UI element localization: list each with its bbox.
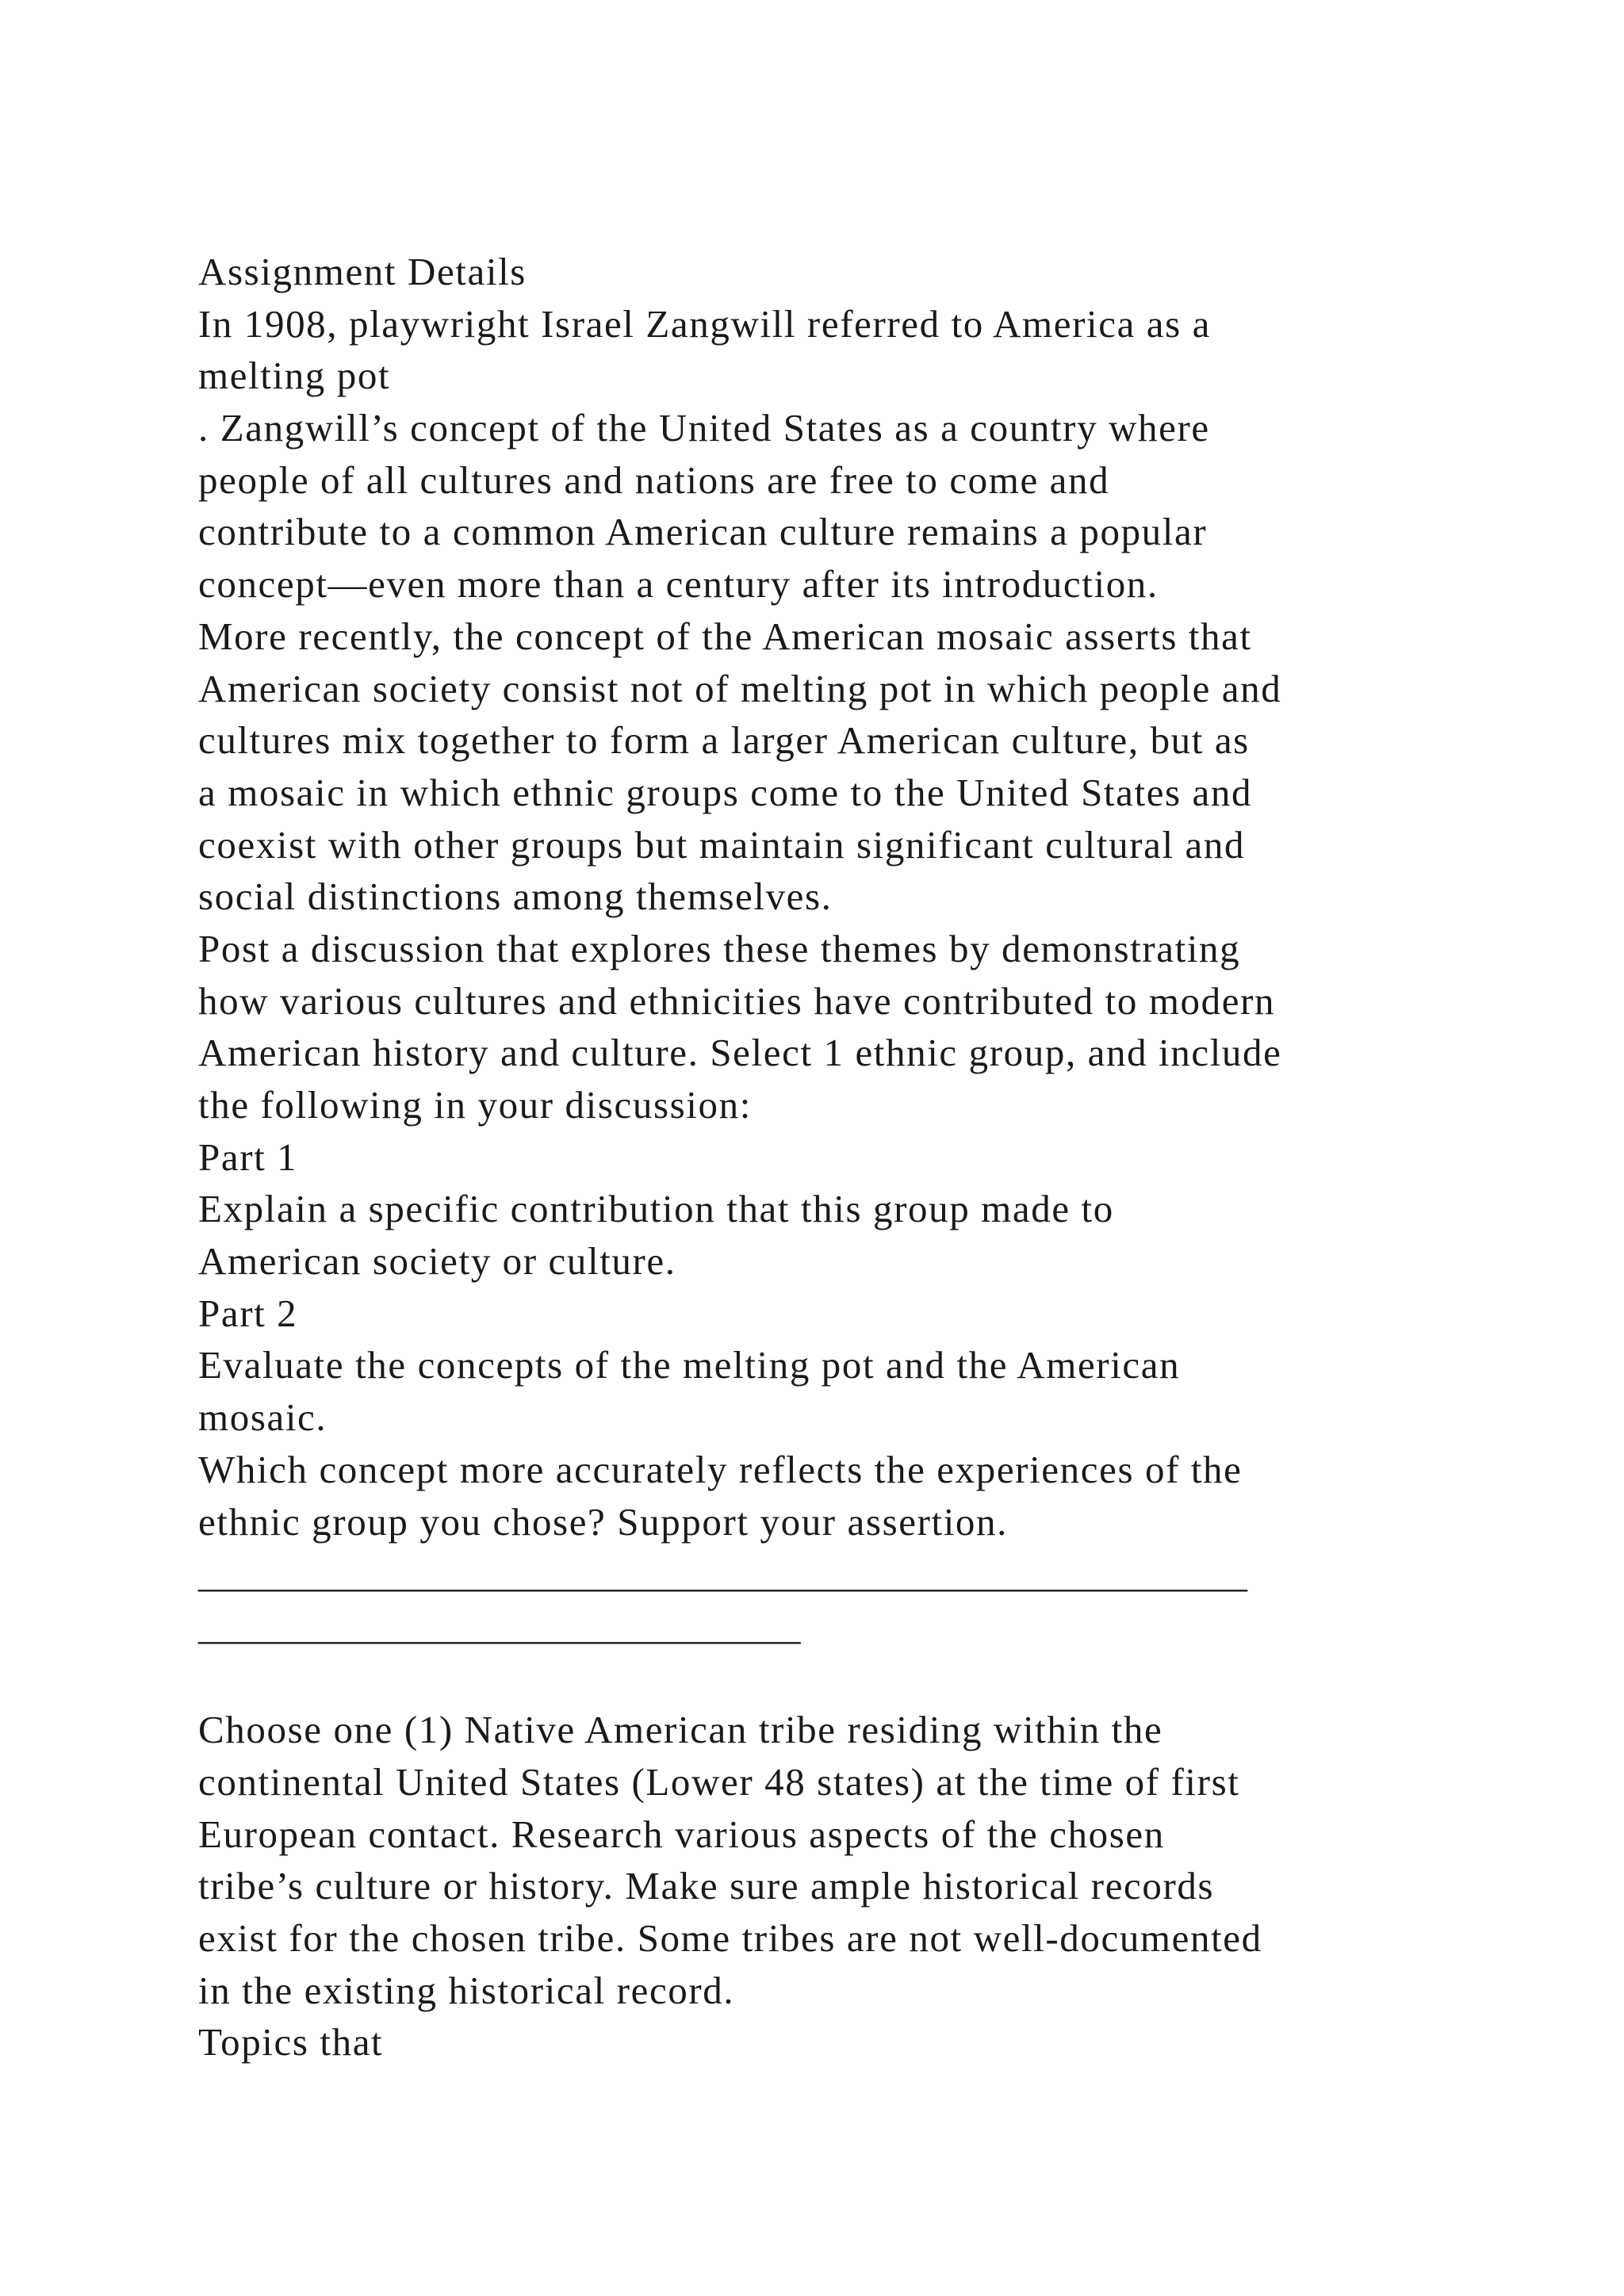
section-label-part-2: Part 2 [198,1291,298,1335]
text-line: coexist with other groups but maintain significant cultural and [198,822,1246,867]
text-line: American history and culture. Select 1 ethnic group, and include [198,1031,1282,1075]
text-line: contribute to a common American culture remains a popular [198,510,1208,554]
text-line: exist for the chosen tribe. Some tribes are not well-documented [198,1916,1262,1960]
text-line: ethnic group you chose? Support your assertion. [198,1499,1008,1544]
document-body [198,246,1562,2068]
text-line: a mosaic in which ethnic groups come to the United States and [198,770,1253,814]
section-label-part-1: Part 1 [198,1135,298,1179]
text-line: American society or culture. [198,1239,676,1284]
blank-line [198,1652,1562,1705]
text-line: concept—even more than a century after its introduction. [198,562,1159,607]
text-line: . Zangwill’s concept of the United States as a country where [198,406,1210,450]
text-line: tribe’s culture or history. Make sure ample historical records [198,1864,1215,1908]
text-line: in the existing historical record. [198,1968,735,2012]
document-heading: Assignment Details [198,250,527,293]
text-line: American society consist not of melting pot in which people and [198,666,1282,710]
text-line: the following in your discussion: [198,1083,752,1127]
text-line: mosaic. [198,1395,327,1440]
text-line: Post a discussion that explores these themes by demonstrating [198,926,1241,970]
text-line: Topics that [198,2020,384,2064]
text-line: continental United States (Lower 48 states) at the time of first [198,1759,1240,1804]
text-line: social distinctions among themselves. [198,874,833,919]
text-line: Explain a specific contribution that this group made to [198,1187,1114,1231]
text-line: Which concept more accurately reflects the experiences of the [198,1447,1243,1491]
text-line: people of all cultures and nations are free to come and [198,457,1110,502]
text-line: cultures mix together to form a larger American culture, but as [198,718,1250,763]
text-line: melting pot [198,354,391,398]
text-line: Evaluate the concepts of the melting pot and the American [198,1343,1181,1387]
text-line: Choose one (1) Native American tribe residing within the [198,1708,1163,1752]
separator-rule: ______________________________________________________ [198,1552,1247,1596]
text-line: In 1908, playwright Israel Zangwill referred to America as a [198,301,1211,346]
text-line: More recently, the concept of the American mosaic asserts that [198,614,1252,658]
text-line: how various cultures and ethnicities have contributed to modern [198,978,1276,1023]
text-line: European contact. Research various aspects of the chosen [198,1812,1165,1856]
separator-rule: _______________________________ [198,1603,801,1647]
